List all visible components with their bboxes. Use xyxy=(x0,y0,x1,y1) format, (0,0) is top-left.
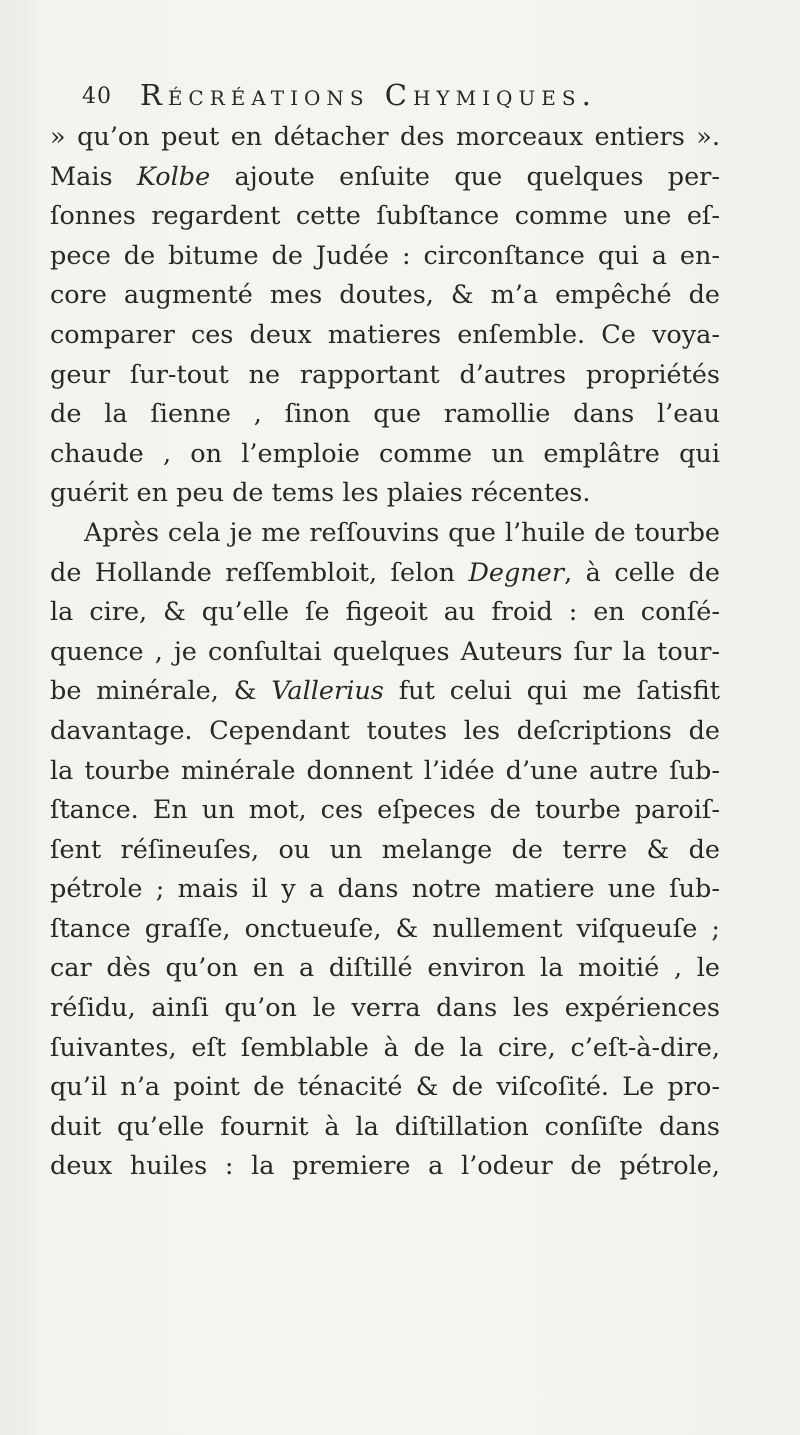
text-line: pece de bitume de Judée : circonſtance qui a en- xyxy=(50,240,720,271)
text-line: ſonnes regardent cette ſubſtance comme une eſ- xyxy=(50,201,720,232)
page-header xyxy=(82,78,722,118)
text-line: réſidu, ainſi qu’on le verra dans les expériences xyxy=(50,993,720,1024)
text-line: » qu’on peut en détacher des morceaux entiers ». xyxy=(50,122,720,152)
body-text xyxy=(50,118,720,1187)
text-line: ſtance graſſe, onctueuſe, & nullement viſqueuſe ; xyxy=(50,913,720,944)
text-line: core augmenté mes doutes, & m’a empêché de xyxy=(50,280,720,311)
text-line: geur ſur-tout ne rapportant d’autres propriétés xyxy=(50,359,720,390)
text-line: be minérale, & Vallerius fut celui qui me ſatisfit xyxy=(50,676,720,707)
text-line: Mais Kolbe ajoute enſuite que quelques per- xyxy=(50,161,720,192)
text-line: deux huiles : la premiere a l’odeur de pétrole, xyxy=(50,1151,720,1182)
page-number: 40 xyxy=(82,84,112,109)
text-line: la tourbe minérale donnent l’idée d’une autre ſub- xyxy=(50,755,720,786)
text-line: quence , je conſultai quelques Auteurs ſur la tour- xyxy=(50,636,720,667)
text-line: guérit en peu de tems les plaies récentes. xyxy=(50,478,591,509)
text-line: duit qu’elle fournit à la diſtillation conſiſte dans xyxy=(50,1111,720,1142)
italic-name: Kolbe xyxy=(136,161,211,192)
text-line: ſtance. En un mot, ces eſpeces de tourbe paroiſ- xyxy=(50,795,720,826)
text-line: chaude , on l’emploie comme un emplâtre qui xyxy=(50,438,720,469)
text-line: comparer ces deux matieres enſemble. Ce voya- xyxy=(50,319,720,350)
text-line: davantage. Cependant toutes les deſcriptions de xyxy=(50,715,720,746)
italic-name: Degner xyxy=(468,557,565,588)
text-line: Après cela je me reſſouvins que l’huile de tourbe xyxy=(84,517,720,548)
italic-name: Vallerius xyxy=(271,676,384,707)
text-line: qu’il n’a point de ténacité & de viſcoſité. Le pro- xyxy=(50,1072,720,1103)
text-line: ſuivantes, eſt ſemblable à de la cire, c’eſt-à-dire, xyxy=(50,1032,720,1063)
running-title: Récréations Chymiques. xyxy=(140,78,597,112)
text-line: pétrole ; mais il y a dans notre matiere une ſub- xyxy=(50,874,720,905)
text-line: car dès qu’on en a diſtillé environ la moitié , le xyxy=(50,953,720,984)
text-line: ſent réſineuſes, ou un melange de terre & de xyxy=(50,834,720,865)
text-line: de la ſienne , ſinon que ramollie dans l’eau xyxy=(50,399,720,430)
text-line: la cire, & qu’elle ſe figeoit au froid : en conſé- xyxy=(50,597,720,628)
text-line: de Hollande reſſembloit, ſelon Degner, à celle de xyxy=(50,557,720,588)
